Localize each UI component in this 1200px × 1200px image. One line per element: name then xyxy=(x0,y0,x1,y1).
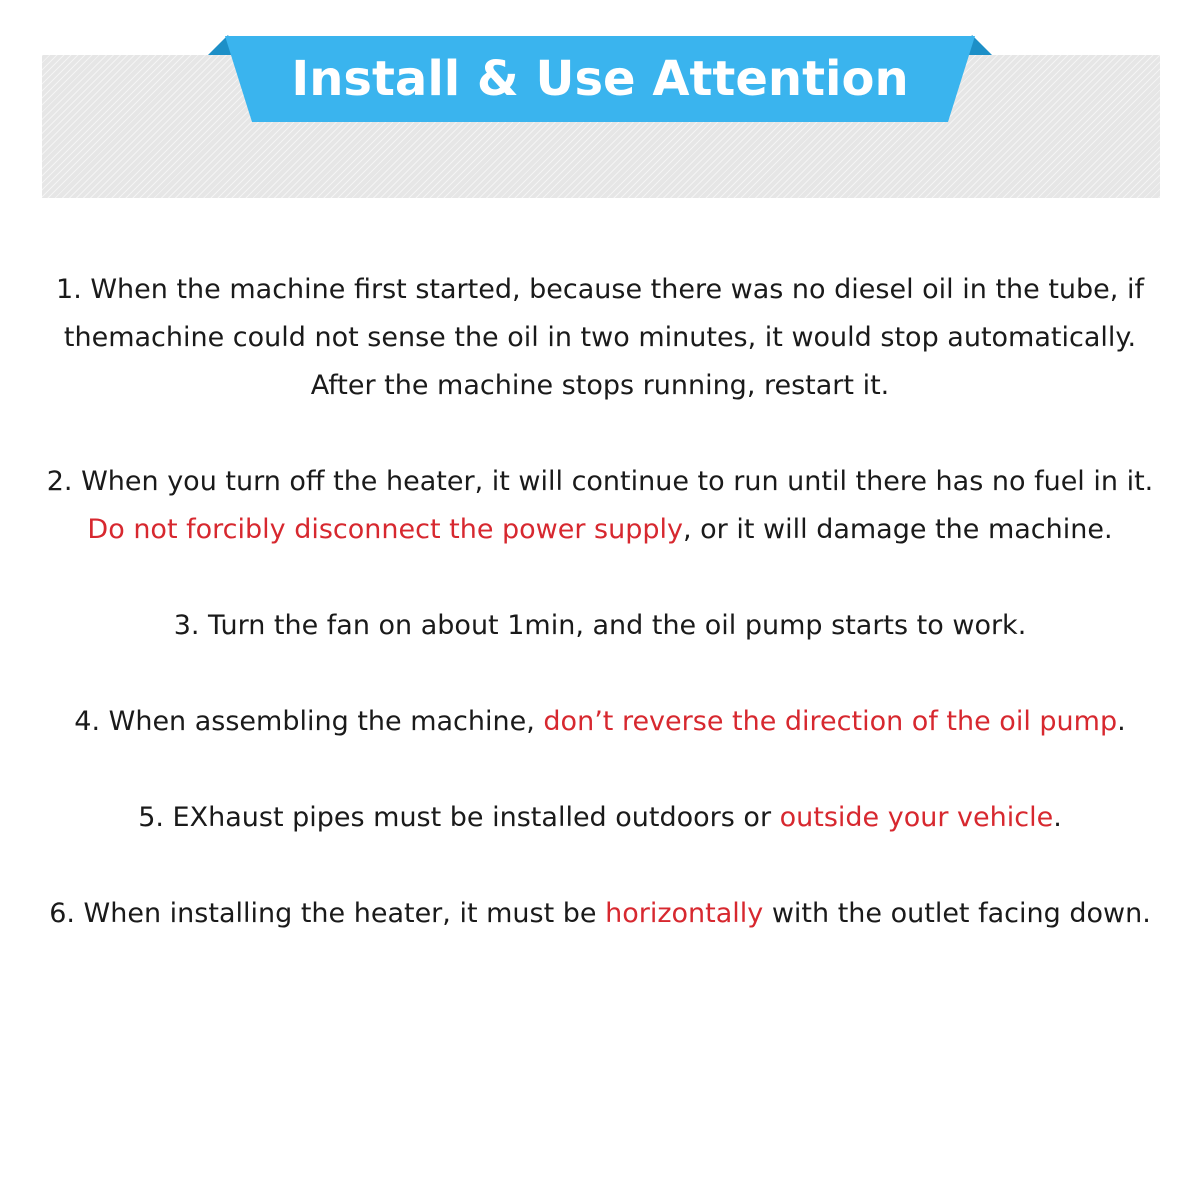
item-5-text-end: . xyxy=(1053,802,1062,833)
attention-list xyxy=(30,266,1170,986)
item-1-text: 1. When the machine first started, because there was no diesel oil in the tube, if themachine could not sense the oil in two minutes, it would stop automatically. After the machine stops running, restart it. xyxy=(56,274,1144,401)
item-5-text-start: 5. EXhaust pipes must be installed outdoors or xyxy=(138,802,780,833)
item-3-text: 3. Turn the fan on about 1min, and the oil pump starts to work. xyxy=(173,610,1027,641)
item-6-text-start: 6. When installing the heater, it must be xyxy=(49,898,606,929)
attention-item-2 xyxy=(30,458,1170,554)
item-2-text-start: 2. When you turn off the heater, it will continue to run until there has no fuel in it. xyxy=(46,466,1154,497)
item-6-text-end: with the outlet facing down. xyxy=(763,898,1151,929)
item-4-warning: don’t reverse the direction of the oil pump xyxy=(543,706,1118,737)
item-6-warning: horizontally xyxy=(605,898,764,929)
item-2-text-end: , or it will damage the machine. xyxy=(682,514,1113,545)
page-title: Install & Use Attention xyxy=(291,51,909,107)
attention-item-3 xyxy=(30,602,1170,650)
attention-item-6 xyxy=(30,890,1170,938)
item-4-text-start: 4. When assembling the machine, xyxy=(74,706,544,737)
attention-item-1 xyxy=(30,266,1170,410)
item-4-text-end: . xyxy=(1117,706,1126,737)
attention-item-5 xyxy=(30,794,1170,842)
item-5-warning: outside your vehicle xyxy=(779,802,1054,833)
item-2-warning: Do not forcibly disconnect the power supply xyxy=(87,514,683,545)
attention-item-4 xyxy=(30,698,1170,746)
